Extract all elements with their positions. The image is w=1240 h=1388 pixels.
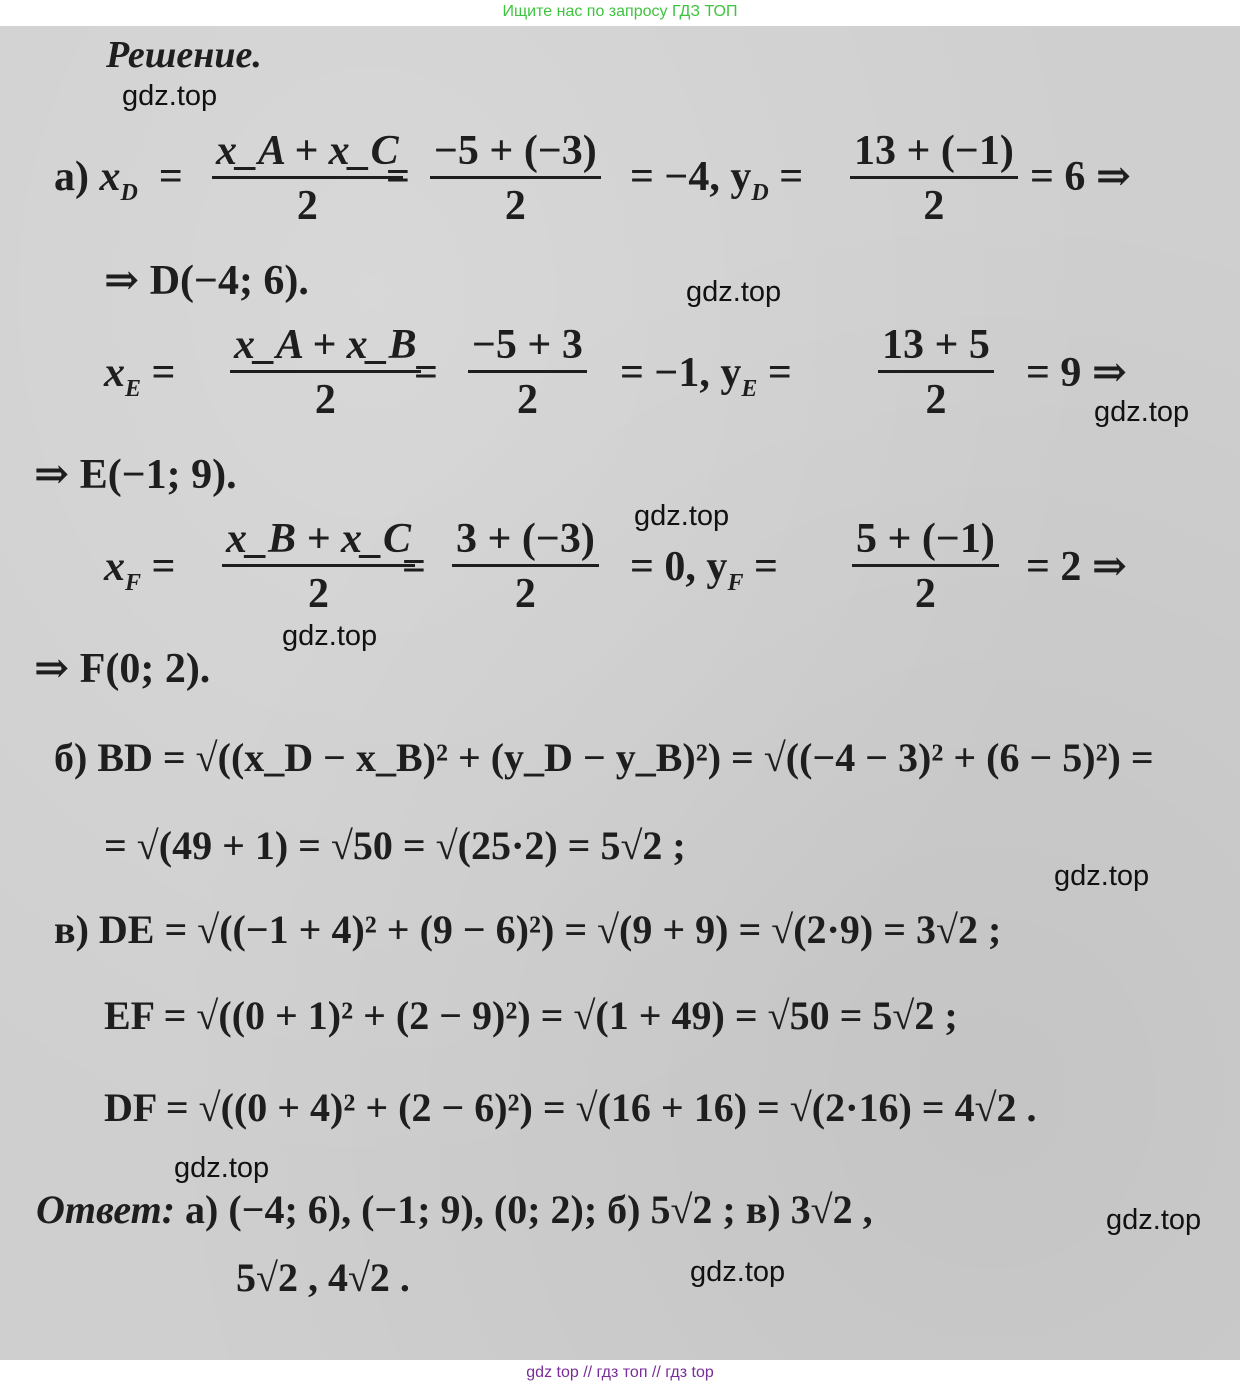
yf-result: = 2 ⇒ (1026, 544, 1128, 590)
footer-links[interactable] (0, 1360, 1240, 1388)
answer-line1: Ответ: а) (−4; 6), (−1; 9), (0; 2); б) 5√2 ; в) 3√2 , (36, 1187, 873, 1232)
fraction-xd-formula: x_A + x_C 2 (212, 130, 403, 227)
watermark: gdz.top (1106, 1204, 1202, 1236)
solution-heading: Решение. (106, 34, 262, 76)
point-d-result: ⇒ D(−4; 6). (104, 258, 309, 304)
xe-result: = −1, $y_E$ = (620, 350, 792, 402)
footer-links-text[interactable]: gdz top // гдз топ // гдз top (526, 1364, 714, 1381)
part-c-de: в) DE = √((−1 + 4)² + (9 − 6)²) = √(9 + 9) = √(2·9) = 3√2 ; (54, 907, 1002, 952)
fraction-yd-values: 13 + (−1) 2 (850, 130, 1018, 227)
xf-label: $x_F$ = (104, 544, 176, 596)
part-c-df: DF = √((0 + 4)² + (2 − 6)²) = √(16 + 16) = √(2·16) = 4√2 . (104, 1085, 1037, 1130)
watermark: gdz.top (634, 500, 730, 532)
search-hint-text[interactable]: Ищите нас по запросу ГДЗ ТОП (502, 3, 738, 20)
point-f-result: ⇒ F(0; 2). (34, 646, 211, 692)
watermark: gdz.top (686, 276, 782, 308)
watermark: gdz.top (122, 80, 218, 112)
search-hint-banner[interactable] (0, 0, 1240, 26)
fraction-xf-values: 3 + (−3) 2 (452, 518, 599, 615)
watermark: gdz.top (1094, 396, 1190, 428)
answer-label: Ответ: (36, 1187, 176, 1232)
part-b-line2: = √(49 + 1) = √50 = √(25·2) = 5√2 ; (104, 823, 686, 868)
part-c-ef: EF = √((0 + 1)² + (2 − 9)²) = √(1 + 49) = √50 = 5√2 ; (104, 993, 958, 1038)
fraction-xd-values: −5 + (−3) 2 (430, 130, 601, 227)
fraction-xe-values: −5 + 3 2 (468, 324, 587, 421)
scanned-page (0, 26, 1240, 1360)
ye-result: = 9 ⇒ (1026, 350, 1128, 396)
yd-result: = 6 ⇒ (1030, 154, 1132, 200)
answer-line2: 5√2 , 4√2 . (236, 1255, 410, 1300)
fraction-xf-formula: x_B + x_C 2 (222, 518, 415, 615)
point-e-result: ⇒ E(−1; 9). (34, 452, 237, 498)
watermark: gdz.top (282, 620, 378, 652)
fraction-ye-values: 13 + 5 2 (878, 324, 994, 421)
fraction-xe-formula: x_A + x_B 2 (230, 324, 421, 421)
watermark: gdz.top (690, 1256, 786, 1288)
fraction-yf-values: 5 + (−1) 2 (852, 518, 999, 615)
equals-sign: = (402, 544, 426, 590)
equals-sign: = (386, 154, 410, 200)
watermark: gdz.top (1054, 860, 1150, 892)
equals-sign: = (414, 350, 438, 396)
xf-result: = 0, $y_F$ = (630, 544, 778, 596)
part-b-line1: б) BD = √((x_D − x_B)² + (y_D − y_B)²) = √((−4 − 3)² + (6 − 5)²) = (54, 735, 1154, 780)
xd-result: = −4, $y_D$ = (630, 154, 804, 206)
watermark: gdz.top (174, 1152, 270, 1184)
xe-label: $x_E$ = (104, 350, 176, 402)
part-a-label: а) $x_D$ = (54, 154, 183, 206)
